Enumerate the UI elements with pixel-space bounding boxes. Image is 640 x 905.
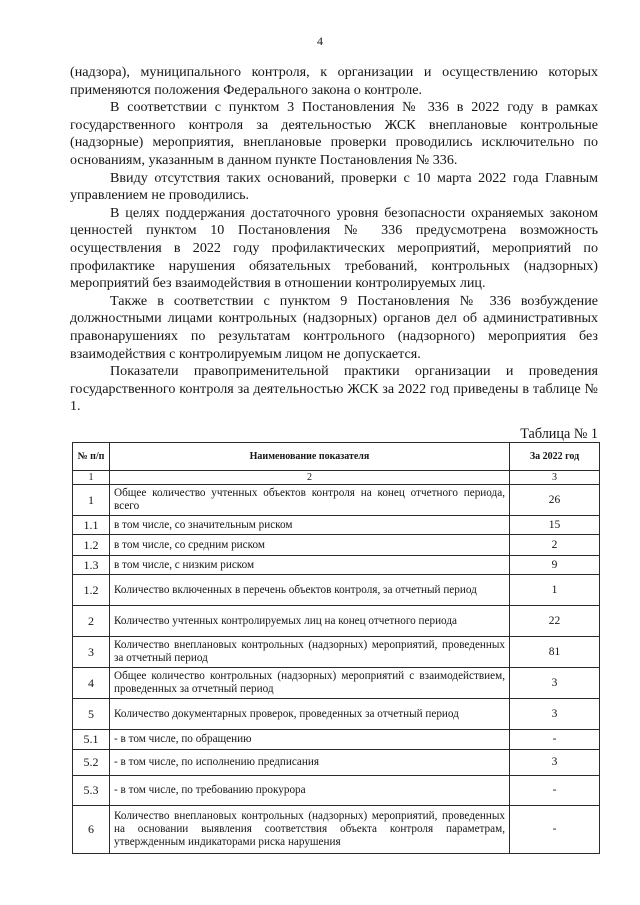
- row-name: Количество внеплановых контрольных (надзорных) мероприятий, проведенных за отчетный период: [110, 637, 510, 668]
- row-number: 5: [73, 699, 110, 730]
- table-caption: Таблица № 1: [520, 426, 598, 442]
- row-value: 9: [510, 556, 600, 575]
- table-row: [73, 575, 600, 606]
- row-value: -: [510, 730, 600, 750]
- row-number: 5.3: [73, 776, 110, 806]
- row-name: - в том числе, по требованию прокурора: [110, 776, 510, 806]
- paragraph: (надзора), муниципального контроля, к организации и осуществлению которых применяются положения Федерального закона о контроле.: [70, 64, 598, 98]
- row-number: 5.2: [73, 750, 110, 776]
- header-number: № п/п: [73, 443, 110, 471]
- table-row: [73, 637, 600, 668]
- row-value: 3: [510, 668, 600, 699]
- row-name: - в том числе, по обращению: [110, 730, 510, 750]
- table-row: [73, 699, 600, 730]
- row-number: 1.3: [73, 556, 110, 575]
- row-name: в том числе, с низким риском: [110, 556, 510, 575]
- header-year-2022: За 2022 год: [510, 443, 600, 471]
- column-index-row: [73, 471, 600, 485]
- header-indicator-name: Наименование показателя: [110, 443, 510, 471]
- row-number: 1: [73, 485, 110, 516]
- row-number: 6: [73, 806, 110, 854]
- row-name: Общее количество учтенных объектов контроля на конец отчетного периода, всего: [110, 485, 510, 516]
- row-number: 1.1: [73, 516, 110, 535]
- column-index: 3: [510, 471, 600, 485]
- row-value: -: [510, 776, 600, 806]
- row-name: - в том числе, по исполнению предписания: [110, 750, 510, 776]
- row-value: 3: [510, 699, 600, 730]
- table-row: [73, 668, 600, 699]
- table-row: [73, 556, 600, 575]
- row-value: 2: [510, 535, 600, 556]
- row-number: 2: [73, 606, 110, 637]
- table-row: [73, 776, 600, 806]
- indicators-table: [72, 442, 600, 854]
- row-value: 1: [510, 575, 600, 606]
- row-name: Количество внеплановых контрольных (надзорных) мероприятий, проведенных на основании выявления соответствия объекта контроля параметрам, утвержденным индикаторами риска нарушения: [110, 806, 510, 854]
- table-row: [73, 750, 600, 776]
- row-number: 4: [73, 668, 110, 699]
- table-row: [73, 485, 600, 516]
- paragraph: Также в соответствии с пунктом 9 Постановления № 336 возбуждение должностными лицами контрольных (надзорных) органов дел об административных правонарушениях по результатам контрольного (надзорного) мероприятия без взаимодействия с контролируемым лицом не допускается.: [70, 292, 598, 362]
- row-name: Количество документарных проверок, проведенных за отчетный период: [110, 699, 510, 730]
- row-value: -: [510, 806, 600, 854]
- table-row: [73, 606, 600, 637]
- row-name: Количество учтенных контролируемых лиц на конец отчетного периода: [110, 606, 510, 637]
- column-index: 1: [73, 471, 110, 485]
- page-number: 4: [317, 34, 323, 48]
- row-value: 81: [510, 637, 600, 668]
- row-number: 3: [73, 637, 110, 668]
- row-number: 5.1: [73, 730, 110, 750]
- row-number: 1.2: [73, 535, 110, 556]
- table-row: [73, 516, 600, 535]
- row-value: 26: [510, 485, 600, 516]
- row-name: Общее количество контрольных (надзорных) мероприятий с взаимодействием, проведенных за отчетный период: [110, 668, 510, 699]
- row-name: Количество включенных в перечень объектов контроля, за отчетный период: [110, 575, 510, 606]
- table-row: [73, 730, 600, 750]
- row-value: 3: [510, 750, 600, 776]
- row-name: в том числе, со значительным риском: [110, 516, 510, 535]
- body-text: [70, 64, 598, 416]
- paragraph: В соответствии с пунктом 3 Постановления № 336 в 2022 году в рамках государственного контроля за деятельностью ЖСК внеплановые контрольные (надзорные) мероприятия, внеплановые проверки проводились исключительно по основаниям, указанным в данном пункте Постановления № 336.: [70, 99, 598, 168]
- paragraph: Показатели правоприменительной практики организации и проведения государственного контроля за деятельностью ЖСК за 2022 год приведены в таблице № 1.: [70, 363, 598, 415]
- table-row: [73, 806, 600, 854]
- row-value: 22: [510, 606, 600, 637]
- row-value: 15: [510, 516, 600, 535]
- row-number: 1.2: [73, 575, 110, 606]
- paragraph: Ввиду отсутствия таких оснований, проверки с 10 марта 2022 года Главным управлением не проводились.: [70, 169, 598, 204]
- table-header-row: [73, 443, 600, 471]
- column-index: 2: [110, 471, 510, 485]
- paragraph: В целях поддержания достаточного уровня безопасности охраняемых законом ценностей пунктом 10 Постановления № 336 предусмотрена возможность осуществления в 2022 году профилактических мероприятий, мероприятий по профилактике нарушения обязательных требований, контрольных (надзорных) мероприятий без взаимодействия в отношении контролируемых лиц.: [70, 204, 598, 292]
- row-name: в том числе, со средним риском: [110, 535, 510, 556]
- table-row: [73, 535, 600, 556]
